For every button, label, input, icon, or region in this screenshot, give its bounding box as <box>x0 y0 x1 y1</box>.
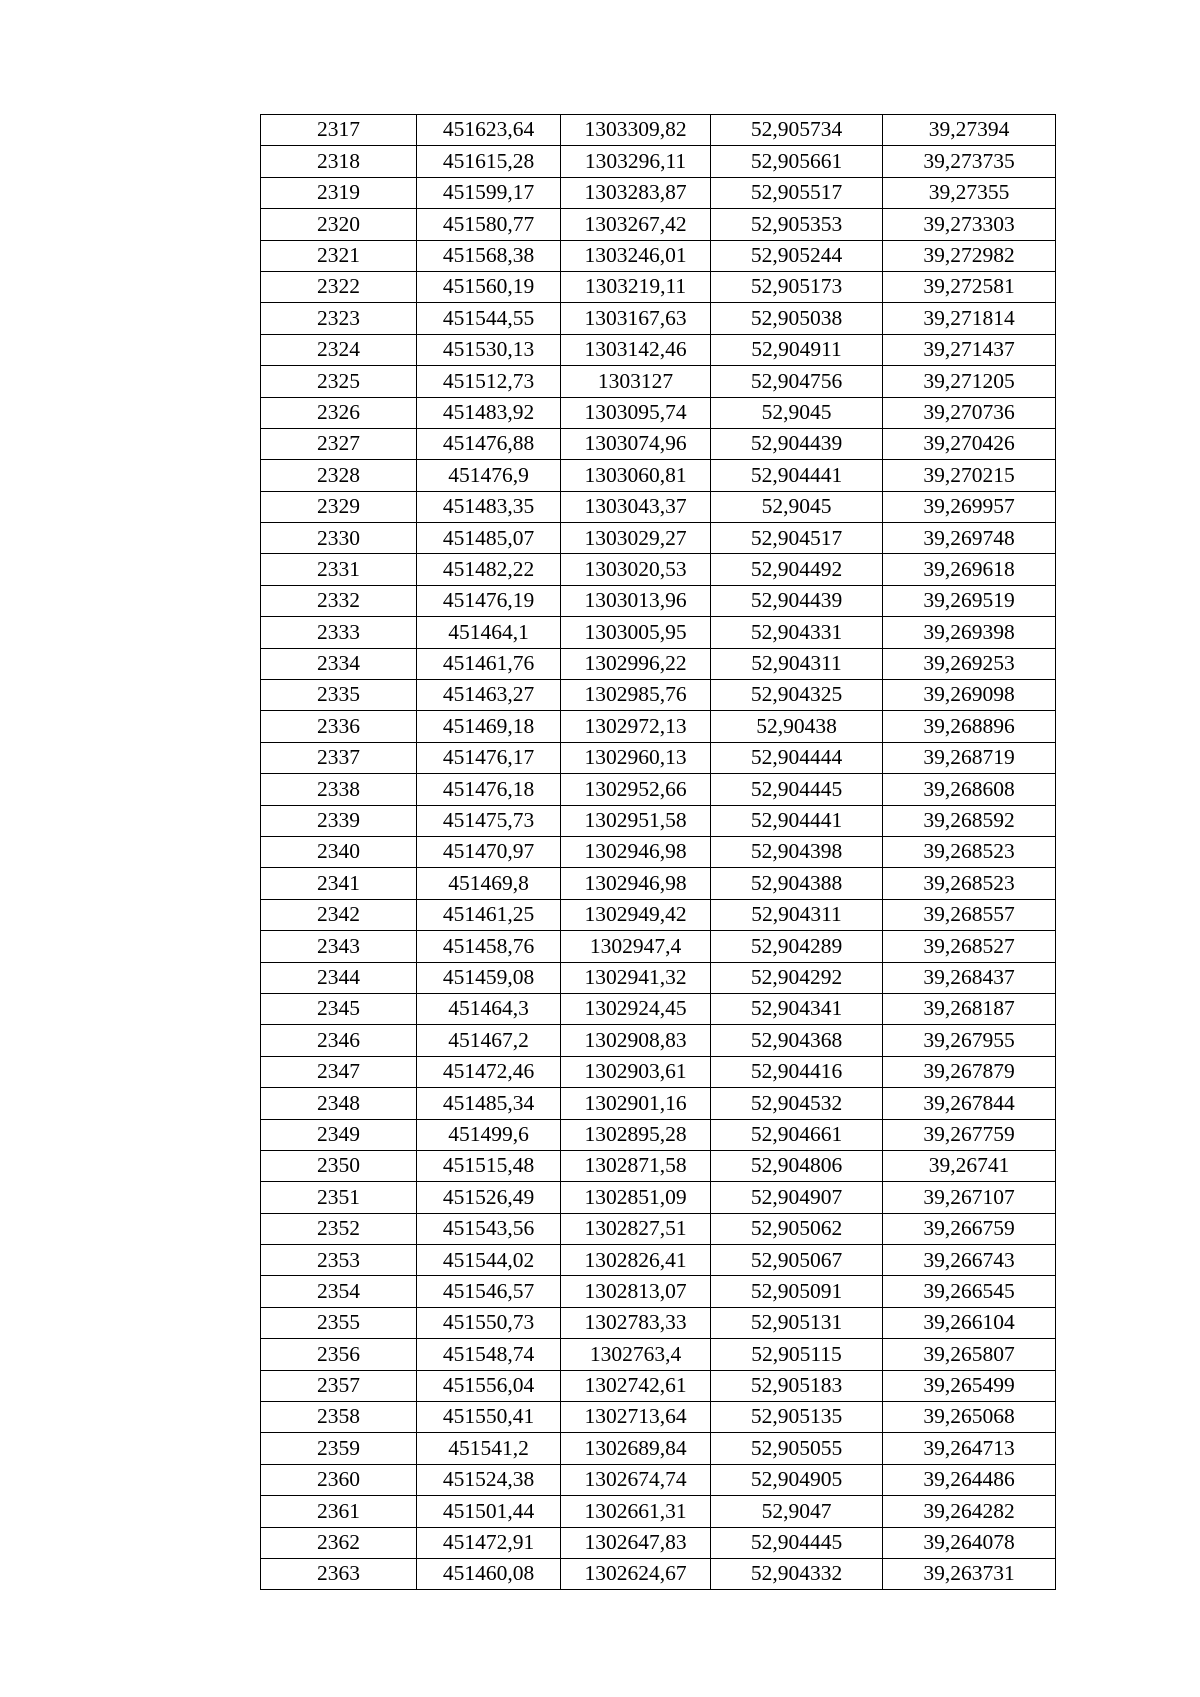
point-number-cell: 2357 <box>261 1370 417 1401</box>
y-coordinate-cell: 1302985,76 <box>561 680 711 711</box>
latitude-cell: 52,905091 <box>711 1276 883 1307</box>
y-coordinate-cell: 1302996,22 <box>561 648 711 679</box>
longitude-cell: 39,268608 <box>883 774 1056 805</box>
latitude-cell: 52,904325 <box>711 680 883 711</box>
x-coordinate-cell: 451485,34 <box>417 1088 561 1119</box>
y-coordinate-cell: 1302946,98 <box>561 836 711 867</box>
point-number-cell: 2350 <box>261 1150 417 1181</box>
point-number-cell: 2362 <box>261 1527 417 1558</box>
latitude-cell: 52,905183 <box>711 1370 883 1401</box>
point-number-cell: 2328 <box>261 460 417 491</box>
longitude-cell: 39,269519 <box>883 585 1056 616</box>
x-coordinate-cell: 451460,08 <box>417 1558 561 1589</box>
latitude-cell: 52,904661 <box>711 1119 883 1150</box>
table-row <box>261 1119 1056 1150</box>
point-number-cell: 2358 <box>261 1402 417 1433</box>
latitude-cell: 52,905115 <box>711 1339 883 1370</box>
y-coordinate-cell: 1302947,4 <box>561 931 711 962</box>
x-coordinate-cell: 451546,57 <box>417 1276 561 1307</box>
longitude-cell: 39,268527 <box>883 931 1056 962</box>
table-row <box>261 774 1056 805</box>
table-row <box>261 1307 1056 1338</box>
x-coordinate-cell: 451476,18 <box>417 774 561 805</box>
y-coordinate-cell: 1302674,74 <box>561 1464 711 1495</box>
longitude-cell: 39,268523 <box>883 868 1056 899</box>
latitude-cell: 52,904441 <box>711 460 883 491</box>
y-coordinate-cell: 1302763,4 <box>561 1339 711 1370</box>
table-row <box>261 177 1056 208</box>
table-row <box>261 1402 1056 1433</box>
latitude-cell: 52,904445 <box>711 1527 883 1558</box>
table-row <box>261 303 1056 334</box>
table-row <box>261 554 1056 585</box>
x-coordinate-cell: 451464,3 <box>417 993 561 1024</box>
point-number-cell: 2354 <box>261 1276 417 1307</box>
latitude-cell: 52,904341 <box>711 993 883 1024</box>
longitude-cell: 39,267759 <box>883 1119 1056 1150</box>
latitude-cell: 52,904517 <box>711 523 883 554</box>
x-coordinate-cell: 451467,2 <box>417 1025 561 1056</box>
longitude-cell: 39,265499 <box>883 1370 1056 1401</box>
y-coordinate-cell: 1303020,53 <box>561 554 711 585</box>
x-coordinate-cell: 451470,97 <box>417 836 561 867</box>
y-coordinate-cell: 1302951,58 <box>561 805 711 836</box>
latitude-cell: 52,904368 <box>711 1025 883 1056</box>
longitude-cell: 39,268437 <box>883 962 1056 993</box>
longitude-cell: 39,267107 <box>883 1182 1056 1213</box>
latitude-cell: 52,904331 <box>711 617 883 648</box>
latitude-cell: 52,904445 <box>711 774 883 805</box>
longitude-cell: 39,27394 <box>883 115 1056 146</box>
latitude-cell: 52,904907 <box>711 1182 883 1213</box>
x-coordinate-cell: 451615,28 <box>417 146 561 177</box>
table-row <box>261 1276 1056 1307</box>
longitude-cell: 39,268896 <box>883 711 1056 742</box>
point-number-cell: 2331 <box>261 554 417 585</box>
table-row <box>261 742 1056 773</box>
y-coordinate-cell: 1303246,01 <box>561 240 711 271</box>
table-row <box>261 334 1056 365</box>
longitude-cell: 39,266545 <box>883 1276 1056 1307</box>
x-coordinate-cell: 451568,38 <box>417 240 561 271</box>
y-coordinate-cell: 1302960,13 <box>561 742 711 773</box>
point-number-cell: 2322 <box>261 271 417 302</box>
latitude-cell: 52,905661 <box>711 146 883 177</box>
y-coordinate-cell: 1302895,28 <box>561 1119 711 1150</box>
latitude-cell: 52,904439 <box>711 428 883 459</box>
y-coordinate-cell: 1302713,64 <box>561 1402 711 1433</box>
table-row <box>261 1339 1056 1370</box>
longitude-cell: 39,265807 <box>883 1339 1056 1370</box>
x-coordinate-cell: 451476,19 <box>417 585 561 616</box>
point-number-cell: 2352 <box>261 1213 417 1244</box>
longitude-cell: 39,266759 <box>883 1213 1056 1244</box>
y-coordinate-cell: 1303283,87 <box>561 177 711 208</box>
table-row <box>261 366 1056 397</box>
x-coordinate-cell: 451560,19 <box>417 271 561 302</box>
point-number-cell: 2317 <box>261 115 417 146</box>
latitude-cell: 52,905135 <box>711 1402 883 1433</box>
point-number-cell: 2351 <box>261 1182 417 1213</box>
longitude-cell: 39,265068 <box>883 1402 1056 1433</box>
x-coordinate-cell: 451499,6 <box>417 1119 561 1150</box>
point-number-cell: 2349 <box>261 1119 417 1150</box>
point-number-cell: 2335 <box>261 680 417 711</box>
latitude-cell: 52,904532 <box>711 1088 883 1119</box>
table-row <box>261 1025 1056 1056</box>
point-number-cell: 2340 <box>261 836 417 867</box>
longitude-cell: 39,271814 <box>883 303 1056 334</box>
y-coordinate-cell: 1302949,42 <box>561 899 711 930</box>
y-coordinate-cell: 1302826,41 <box>561 1245 711 1276</box>
latitude-cell: 52,905244 <box>711 240 883 271</box>
longitude-cell: 39,266743 <box>883 1245 1056 1276</box>
longitude-cell: 39,264078 <box>883 1527 1056 1558</box>
y-coordinate-cell: 1303074,96 <box>561 428 711 459</box>
table-row <box>261 931 1056 962</box>
table-row <box>261 962 1056 993</box>
table-row <box>261 805 1056 836</box>
latitude-cell: 52,904444 <box>711 742 883 773</box>
longitude-cell: 39,270736 <box>883 397 1056 428</box>
table-row <box>261 899 1056 930</box>
longitude-cell: 39,269618 <box>883 554 1056 585</box>
table-row <box>261 460 1056 491</box>
table-row <box>261 1527 1056 1558</box>
x-coordinate-cell: 451599,17 <box>417 177 561 208</box>
point-number-cell: 2336 <box>261 711 417 742</box>
point-number-cell: 2318 <box>261 146 417 177</box>
table-row <box>261 1558 1056 1589</box>
x-coordinate-cell: 451469,8 <box>417 868 561 899</box>
table-row <box>261 711 1056 742</box>
point-number-cell: 2334 <box>261 648 417 679</box>
x-coordinate-cell: 451476,17 <box>417 742 561 773</box>
latitude-cell: 52,905062 <box>711 1213 883 1244</box>
coordinates-table <box>260 114 1056 1590</box>
point-number-cell: 2338 <box>261 774 417 805</box>
longitude-cell: 39,267844 <box>883 1088 1056 1119</box>
table-row <box>261 1150 1056 1181</box>
coordinates-table-body <box>261 115 1056 1590</box>
y-coordinate-cell: 1303127 <box>561 366 711 397</box>
table-row <box>261 1088 1056 1119</box>
y-coordinate-cell: 1302851,09 <box>561 1182 711 1213</box>
y-coordinate-cell: 1302689,84 <box>561 1433 711 1464</box>
longitude-cell: 39,267879 <box>883 1056 1056 1087</box>
y-coordinate-cell: 1302908,83 <box>561 1025 711 1056</box>
x-coordinate-cell: 451544,55 <box>417 303 561 334</box>
table-row <box>261 1464 1056 1495</box>
y-coordinate-cell: 1302871,58 <box>561 1150 711 1181</box>
point-number-cell: 2330 <box>261 523 417 554</box>
x-coordinate-cell: 451501,44 <box>417 1496 561 1527</box>
y-coordinate-cell: 1302813,07 <box>561 1276 711 1307</box>
table-row <box>261 523 1056 554</box>
latitude-cell: 52,9047 <box>711 1496 883 1527</box>
y-coordinate-cell: 1302924,45 <box>561 993 711 1024</box>
x-coordinate-cell: 451485,07 <box>417 523 561 554</box>
latitude-cell: 52,904311 <box>711 899 883 930</box>
x-coordinate-cell: 451472,91 <box>417 1527 561 1558</box>
x-coordinate-cell: 451482,22 <box>417 554 561 585</box>
table-row <box>261 1182 1056 1213</box>
point-number-cell: 2345 <box>261 993 417 1024</box>
longitude-cell: 39,271437 <box>883 334 1056 365</box>
table-row <box>261 1056 1056 1087</box>
table-row <box>261 397 1056 428</box>
x-coordinate-cell: 451580,77 <box>417 209 561 240</box>
x-coordinate-cell: 451524,38 <box>417 1464 561 1495</box>
latitude-cell: 52,904416 <box>711 1056 883 1087</box>
point-number-cell: 2337 <box>261 742 417 773</box>
longitude-cell: 39,270426 <box>883 428 1056 459</box>
table-row <box>261 209 1056 240</box>
latitude-cell: 52,905734 <box>711 115 883 146</box>
point-number-cell: 2342 <box>261 899 417 930</box>
y-coordinate-cell: 1302946,98 <box>561 868 711 899</box>
y-coordinate-cell: 1302661,31 <box>561 1496 711 1527</box>
longitude-cell: 39,268592 <box>883 805 1056 836</box>
table-row <box>261 1245 1056 1276</box>
x-coordinate-cell: 451476,9 <box>417 460 561 491</box>
y-coordinate-cell: 1303013,96 <box>561 585 711 616</box>
point-number-cell: 2355 <box>261 1307 417 1338</box>
y-coordinate-cell: 1303095,74 <box>561 397 711 428</box>
point-number-cell: 2363 <box>261 1558 417 1589</box>
table-row <box>261 146 1056 177</box>
point-number-cell: 2339 <box>261 805 417 836</box>
y-coordinate-cell: 1302952,66 <box>561 774 711 805</box>
x-coordinate-cell: 451459,08 <box>417 962 561 993</box>
longitude-cell: 39,268523 <box>883 836 1056 867</box>
y-coordinate-cell: 1302901,16 <box>561 1088 711 1119</box>
longitude-cell: 39,269748 <box>883 523 1056 554</box>
latitude-cell: 52,904905 <box>711 1464 883 1495</box>
point-number-cell: 2341 <box>261 868 417 899</box>
y-coordinate-cell: 1303005,95 <box>561 617 711 648</box>
longitude-cell: 39,26741 <box>883 1150 1056 1181</box>
x-coordinate-cell: 451461,76 <box>417 648 561 679</box>
y-coordinate-cell: 1302972,13 <box>561 711 711 742</box>
table-row <box>261 680 1056 711</box>
y-coordinate-cell: 1303296,11 <box>561 146 711 177</box>
x-coordinate-cell: 451541,2 <box>417 1433 561 1464</box>
longitude-cell: 39,264486 <box>883 1464 1056 1495</box>
point-number-cell: 2320 <box>261 209 417 240</box>
longitude-cell: 39,272581 <box>883 271 1056 302</box>
longitude-cell: 39,272982 <box>883 240 1056 271</box>
point-number-cell: 2348 <box>261 1088 417 1119</box>
longitude-cell: 39,271205 <box>883 366 1056 397</box>
y-coordinate-cell: 1303142,46 <box>561 334 711 365</box>
y-coordinate-cell: 1302827,51 <box>561 1213 711 1244</box>
latitude-cell: 52,904911 <box>711 334 883 365</box>
latitude-cell: 52,904332 <box>711 1558 883 1589</box>
latitude-cell: 52,9045 <box>711 397 883 428</box>
latitude-cell: 52,904756 <box>711 366 883 397</box>
x-coordinate-cell: 451550,73 <box>417 1307 561 1338</box>
table-row <box>261 1213 1056 1244</box>
x-coordinate-cell: 451476,88 <box>417 428 561 459</box>
x-coordinate-cell: 451548,74 <box>417 1339 561 1370</box>
latitude-cell: 52,905131 <box>711 1307 883 1338</box>
table-row <box>261 648 1056 679</box>
latitude-cell: 52,904806 <box>711 1150 883 1181</box>
longitude-cell: 39,269253 <box>883 648 1056 679</box>
longitude-cell: 39,269398 <box>883 617 1056 648</box>
x-coordinate-cell: 451483,92 <box>417 397 561 428</box>
y-coordinate-cell: 1302742,61 <box>561 1370 711 1401</box>
table-row <box>261 271 1056 302</box>
table-row <box>261 491 1056 522</box>
table-row <box>261 115 1056 146</box>
x-coordinate-cell: 451461,25 <box>417 899 561 930</box>
longitude-cell: 39,269098 <box>883 680 1056 711</box>
latitude-cell: 52,905038 <box>711 303 883 334</box>
latitude-cell: 52,904398 <box>711 836 883 867</box>
point-number-cell: 2361 <box>261 1496 417 1527</box>
longitude-cell: 39,273303 <box>883 209 1056 240</box>
table-row <box>261 240 1056 271</box>
x-coordinate-cell: 451463,27 <box>417 680 561 711</box>
point-number-cell: 2344 <box>261 962 417 993</box>
table-row <box>261 1496 1056 1527</box>
x-coordinate-cell: 451543,56 <box>417 1213 561 1244</box>
longitude-cell: 39,273735 <box>883 146 1056 177</box>
y-coordinate-cell: 1303043,37 <box>561 491 711 522</box>
x-coordinate-cell: 451515,48 <box>417 1150 561 1181</box>
latitude-cell: 52,904441 <box>711 805 883 836</box>
point-number-cell: 2327 <box>261 428 417 459</box>
longitude-cell: 39,270215 <box>883 460 1056 491</box>
point-number-cell: 2360 <box>261 1464 417 1495</box>
x-coordinate-cell: 451483,35 <box>417 491 561 522</box>
latitude-cell: 52,90438 <box>711 711 883 742</box>
longitude-cell: 39,264713 <box>883 1433 1056 1464</box>
point-number-cell: 2347 <box>261 1056 417 1087</box>
latitude-cell: 52,904439 <box>711 585 883 616</box>
y-coordinate-cell: 1303309,82 <box>561 115 711 146</box>
x-coordinate-cell: 451530,13 <box>417 334 561 365</box>
y-coordinate-cell: 1303219,11 <box>561 271 711 302</box>
x-coordinate-cell: 451469,18 <box>417 711 561 742</box>
y-coordinate-cell: 1302903,61 <box>561 1056 711 1087</box>
longitude-cell: 39,268719 <box>883 742 1056 773</box>
x-coordinate-cell: 451472,46 <box>417 1056 561 1087</box>
point-number-cell: 2333 <box>261 617 417 648</box>
y-coordinate-cell: 1302647,83 <box>561 1527 711 1558</box>
table-row <box>261 1433 1056 1464</box>
y-coordinate-cell: 1302941,32 <box>561 962 711 993</box>
longitude-cell: 39,263731 <box>883 1558 1056 1589</box>
table-row <box>261 428 1056 459</box>
point-number-cell: 2319 <box>261 177 417 208</box>
point-number-cell: 2321 <box>261 240 417 271</box>
longitude-cell: 39,264282 <box>883 1496 1056 1527</box>
latitude-cell: 52,905517 <box>711 177 883 208</box>
x-coordinate-cell: 451544,02 <box>417 1245 561 1276</box>
y-coordinate-cell: 1303029,27 <box>561 523 711 554</box>
table-row <box>261 617 1056 648</box>
point-number-cell: 2329 <box>261 491 417 522</box>
latitude-cell: 52,905055 <box>711 1433 883 1464</box>
table-row <box>261 868 1056 899</box>
longitude-cell: 39,268557 <box>883 899 1056 930</box>
x-coordinate-cell: 451526,49 <box>417 1182 561 1213</box>
point-number-cell: 2325 <box>261 366 417 397</box>
table-row <box>261 585 1056 616</box>
point-number-cell: 2323 <box>261 303 417 334</box>
y-coordinate-cell: 1303167,63 <box>561 303 711 334</box>
y-coordinate-cell: 1302624,67 <box>561 1558 711 1589</box>
longitude-cell: 39,269957 <box>883 491 1056 522</box>
latitude-cell: 52,904292 <box>711 962 883 993</box>
table-row <box>261 993 1056 1024</box>
table-row <box>261 836 1056 867</box>
latitude-cell: 52,904492 <box>711 554 883 585</box>
latitude-cell: 52,905067 <box>711 1245 883 1276</box>
latitude-cell: 52,904289 <box>711 931 883 962</box>
point-number-cell: 2356 <box>261 1339 417 1370</box>
longitude-cell: 39,266104 <box>883 1307 1056 1338</box>
y-coordinate-cell: 1303060,81 <box>561 460 711 491</box>
point-number-cell: 2324 <box>261 334 417 365</box>
longitude-cell: 39,268187 <box>883 993 1056 1024</box>
point-number-cell: 2346 <box>261 1025 417 1056</box>
x-coordinate-cell: 451550,41 <box>417 1402 561 1433</box>
y-coordinate-cell: 1303267,42 <box>561 209 711 240</box>
point-number-cell: 2326 <box>261 397 417 428</box>
table-row <box>261 1370 1056 1401</box>
x-coordinate-cell: 451556,04 <box>417 1370 561 1401</box>
point-number-cell: 2359 <box>261 1433 417 1464</box>
x-coordinate-cell: 451512,73 <box>417 366 561 397</box>
x-coordinate-cell: 451623,64 <box>417 115 561 146</box>
x-coordinate-cell: 451475,73 <box>417 805 561 836</box>
latitude-cell: 52,904388 <box>711 868 883 899</box>
latitude-cell: 52,905173 <box>711 271 883 302</box>
point-number-cell: 2353 <box>261 1245 417 1276</box>
latitude-cell: 52,905353 <box>711 209 883 240</box>
latitude-cell: 52,9045 <box>711 491 883 522</box>
x-coordinate-cell: 451458,76 <box>417 931 561 962</box>
x-coordinate-cell: 451464,1 <box>417 617 561 648</box>
point-number-cell: 2343 <box>261 931 417 962</box>
latitude-cell: 52,904311 <box>711 648 883 679</box>
longitude-cell: 39,27355 <box>883 177 1056 208</box>
y-coordinate-cell: 1302783,33 <box>561 1307 711 1338</box>
point-number-cell: 2332 <box>261 585 417 616</box>
longitude-cell: 39,267955 <box>883 1025 1056 1056</box>
